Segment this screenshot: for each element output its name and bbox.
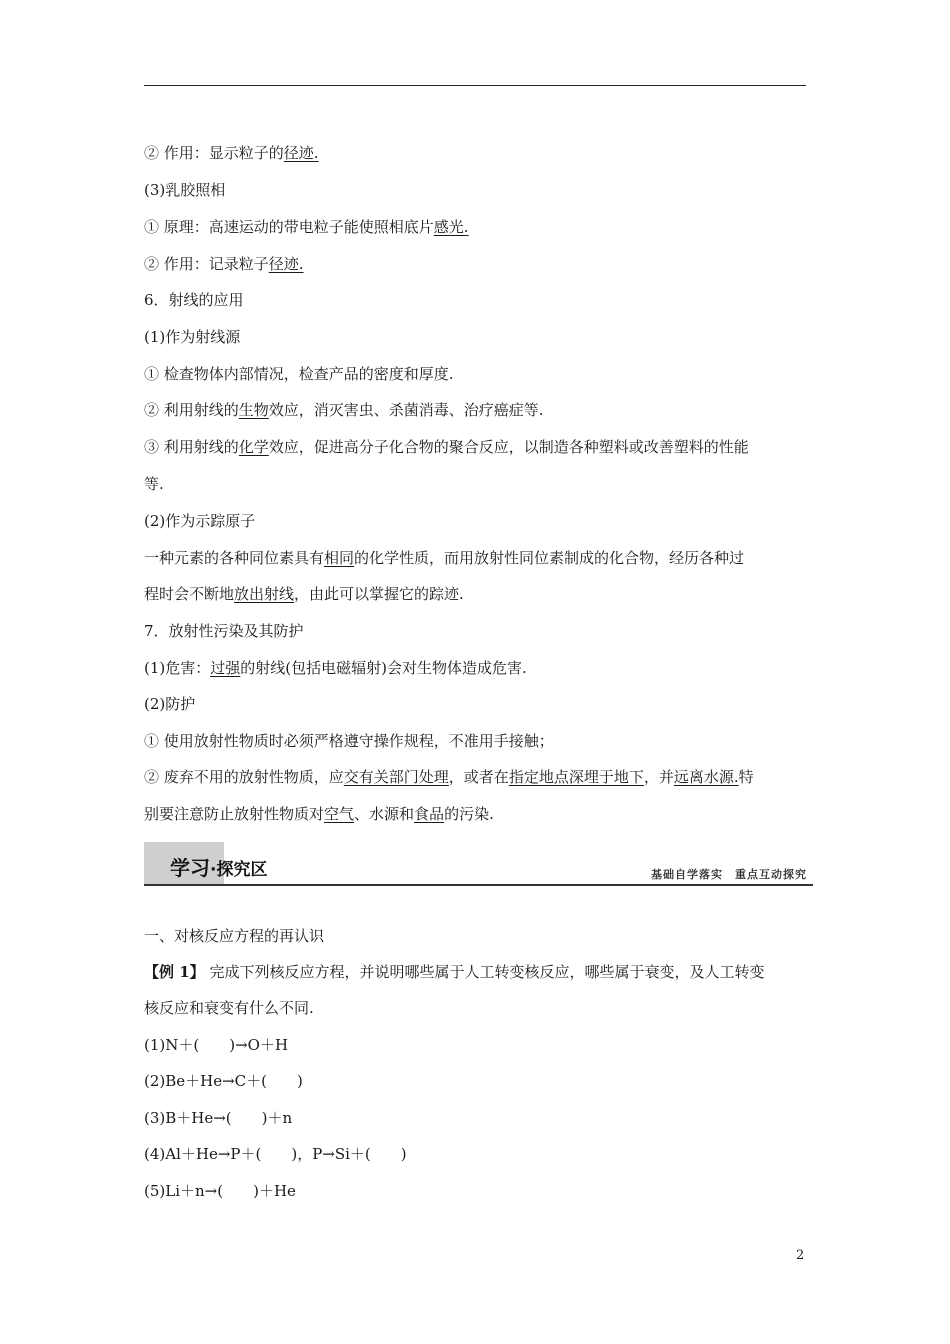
text-segment: (2)Be＋He→C＋( ) bbox=[144, 1072, 303, 1090]
text-segment: ，或者在 bbox=[448, 768, 509, 786]
text-segment: 核反应和衰变有什么不同. bbox=[144, 999, 314, 1017]
text-segment: 一、对核反应方程的再认识 bbox=[144, 927, 325, 945]
text-segment: (3)乳胶照相 bbox=[144, 181, 226, 199]
underlined-answer: 化学 bbox=[238, 438, 269, 456]
text-segment: 【例 1】 bbox=[144, 963, 205, 981]
text-segment: (1)危害： bbox=[144, 659, 211, 677]
text-segment: ② 作用：显示粒子的 bbox=[144, 144, 284, 162]
section-banner bbox=[144, 842, 813, 888]
underlined-answer: 交有关部门处理 bbox=[343, 768, 449, 786]
text-segment: (1)作为射线源 bbox=[144, 328, 241, 346]
text-line bbox=[144, 767, 754, 787]
section-title bbox=[170, 852, 267, 881]
text-line bbox=[144, 400, 544, 420]
text-line bbox=[144, 731, 554, 751]
text-segment: 别要注意防止放射性物质对 bbox=[144, 805, 325, 823]
text-line bbox=[144, 143, 319, 163]
text-segment: (5)Li＋n→( )＋He bbox=[144, 1182, 296, 1200]
text-line bbox=[144, 511, 255, 531]
text-segment: 7．放射性污染及其防护 bbox=[144, 622, 304, 640]
text-line bbox=[144, 962, 764, 982]
underlined-answer: 过强 bbox=[210, 659, 241, 677]
underlined-answer: 远离水源. bbox=[673, 768, 739, 786]
text-line bbox=[144, 364, 454, 384]
text-line bbox=[144, 1035, 288, 1055]
underlined-answer: 放出射线 bbox=[234, 585, 295, 603]
text-line bbox=[144, 327, 240, 347]
text-segment: 程时会不断地 bbox=[144, 585, 235, 603]
text-line bbox=[144, 1144, 407, 1164]
text-segment: ② 作用：记录粒子 bbox=[144, 255, 269, 273]
text-segment: ① 使用放射性物质时必须严格遵守操作规程，不准用手接触； bbox=[144, 732, 554, 750]
text-line bbox=[144, 437, 749, 457]
text-line bbox=[144, 1181, 296, 1201]
text-line bbox=[144, 180, 225, 200]
section-title-main: 学习 bbox=[170, 856, 210, 880]
text-segment: ，并 bbox=[643, 768, 674, 786]
text-line bbox=[144, 804, 494, 824]
text-line bbox=[144, 1071, 303, 1091]
text-segment: (2)作为示踪原子 bbox=[144, 512, 256, 530]
underlined-answer: 径迹. bbox=[268, 255, 304, 273]
text-segment: ③ 利用射线的 bbox=[144, 438, 239, 456]
text-line bbox=[144, 290, 244, 310]
text-line bbox=[144, 584, 464, 604]
text-line bbox=[144, 217, 469, 237]
text-segment: 效应，促进高分子化合物的聚合反应，以制造各种塑料或改善塑料的性能 bbox=[268, 438, 749, 456]
text-segment: 完成下列核反应方程，并说明哪些属于人工转变核反应，哪些属于衰变，及人工转变 bbox=[204, 963, 765, 981]
text-line bbox=[144, 474, 164, 494]
text-line bbox=[144, 254, 304, 274]
underlined-answer: 空气 bbox=[324, 805, 355, 823]
text-segment: 效应，消灭害虫、杀菌消毒、治疗癌症等. bbox=[268, 401, 544, 419]
section-banner-rule bbox=[144, 884, 813, 886]
section-title-sub: ·探究区 bbox=[210, 860, 268, 880]
text-segment: 等. bbox=[144, 475, 164, 493]
text-segment: 的化学性质，而用放射性同位素制成的化合物，经历各种过 bbox=[354, 549, 745, 567]
text-segment: 的射线(包括电磁辐射)会对生物体造成危害. bbox=[240, 659, 527, 677]
text-segment: ② 废弃不用的放射性物质，应 bbox=[144, 768, 344, 786]
text-segment: ② 利用射线的 bbox=[144, 401, 239, 419]
section-tagline: 基础自学落实 重点互动探究 bbox=[651, 868, 807, 881]
underlined-answer: 感光. bbox=[433, 218, 469, 236]
text-segment: ① 原理：高速运动的带电粒子能使照相底片 bbox=[144, 218, 434, 236]
text-segment: (4)Al＋He→P＋( )，P→Si＋( ) bbox=[144, 1145, 407, 1163]
underlined-answer: 食品 bbox=[414, 805, 445, 823]
underlined-answer: 相同 bbox=[324, 549, 355, 567]
text-segment: 、水源和 bbox=[354, 805, 415, 823]
text-segment: (1)N＋( )→O＋H bbox=[144, 1036, 289, 1054]
text-segment: 的污染. bbox=[444, 805, 494, 823]
text-line bbox=[144, 658, 527, 678]
text-line bbox=[144, 1108, 292, 1128]
header-rule bbox=[144, 85, 806, 86]
underlined-answer: 径迹. bbox=[283, 144, 319, 162]
text-segment: (2)防护 bbox=[144, 695, 196, 713]
text-line bbox=[144, 694, 195, 714]
text-segment: 6．射线的应用 bbox=[144, 291, 244, 309]
text-segment: 特 bbox=[738, 768, 754, 786]
underlined-answer: 指定地点深埋于地下 bbox=[508, 768, 644, 786]
text-segment: 一种元素的各种同位素具有 bbox=[144, 549, 325, 567]
underlined-answer: 生物 bbox=[238, 401, 269, 419]
text-segment: ① 检查物体内部情况，检查产品的密度和厚度. bbox=[144, 365, 454, 383]
text-line bbox=[144, 926, 324, 946]
text-line bbox=[144, 998, 314, 1018]
text-segment: ，由此可以掌握它的踪迹. bbox=[294, 585, 464, 603]
text-line bbox=[144, 548, 744, 568]
text-segment: (3)B＋He→( )＋n bbox=[144, 1109, 293, 1127]
page-number: 2 bbox=[796, 1248, 805, 1263]
text-line bbox=[144, 621, 304, 641]
